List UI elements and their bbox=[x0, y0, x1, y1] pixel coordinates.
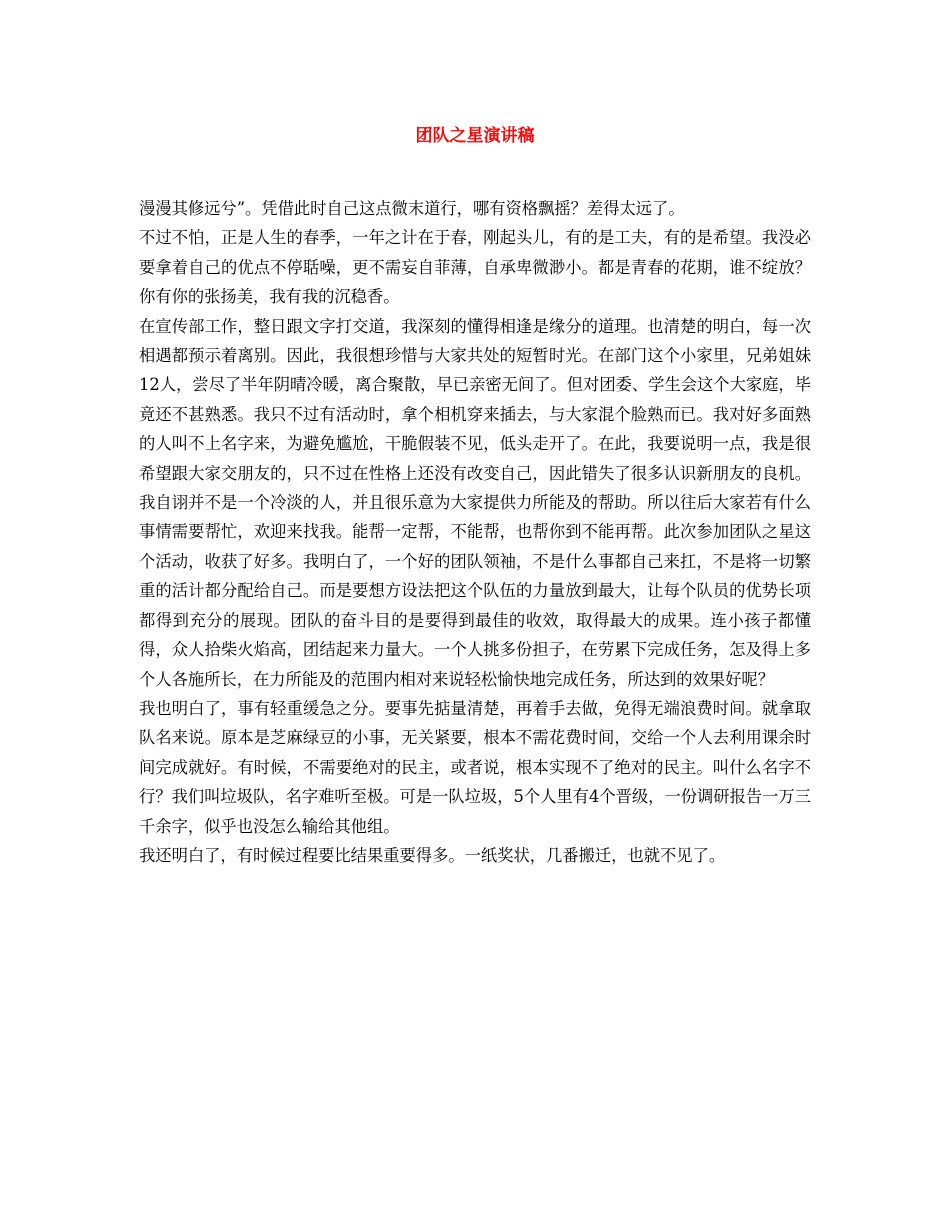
paragraph: 我也明白了，事有轻重缓急之分。要事先掂量清楚，再着手去做，免得无端浪费时间。就拿取队名来说。原本是芝麻绿豆的小事，无关紧要，根本不需花费时间，交给一个人去利用课余时间完成就好。有时候，不需要绝对的民主，或者说，根本实现不了绝对的民主。叫什么名字不行？我们叫垃圾队，名字难听至极。可是一队垃圾，5个人里有4个晋级，一份调研报告一万三千余字，似乎也没怎么输给其他组。 bbox=[139, 698, 811, 836]
paragraph: 我还明白了，有时候过程要比结果重要得多。一纸奖状，几番搬迁，也就不见了。 bbox=[139, 845, 726, 865]
paragraph: 不过不怕，正是人生的春季，一年之计在于春，刚起头儿，有的是工夫，有的是希望。我没必要拿着自己的优点不停聒噪，更不需妄自菲薄，自承卑微渺小。都是青春的花期，谁不绽放？你有你的张扬美，我有我的沉稳香。 bbox=[139, 228, 811, 307]
document-body bbox=[139, 194, 811, 870]
document-title: 团队之星演讲稿 bbox=[415, 126, 535, 146]
paragraph: 漫漫其修远兮”。凭借此时自己这点微末道行，哪有资格飘摇？差得太远了。 bbox=[139, 199, 685, 218]
paragraph: 在宣传部工作，整日跟文字打交道，我深刻的懂得相逢是缘分的道理。也清楚的明白，每一次相遇都预示着离别。因此，我很想珍惜与大家共处的短暂时光。在部门这个小家里，兄弟姐妹12人，尝尽了半年阴晴冷暖，离合聚散，早已亲密无间了。但对团委、学生会这个大家庭，毕竟还不甚熟悉。我只不过有活动时，拿个相机穿来插去，与大家混个脸熟而已。我对好多面熟的人叫不上名字来，为避免尴尬，干脆假装不见，低头走开了。在此，我要说明一点，我是很希望跟大家交朋友的，只不过在性格上还没有改变自己，因此错失了很多认识新朋友的良机。我自诩并不是一个冷淡的人，并且很乐意为大家提供力所能及的帮助。所以往后大家若有什么事情需要帮忙，欢迎来找我。能帮一定帮，不能帮，也帮你到不能再帮。此次参加团队之星这个活动，收获了好多。我明白了，一个好的团队领袖，不是什么事都自己来扛，不是将一切繁重的活计都分配给自己。而是要想方设法把这个队伍的力量放到最大，让每个队员的优势长项都得到充分的展现。团队的奋斗目的是要得到最佳的收效，取得最大的成果。连小孩子都懂得，众人拾柴火焰高，团结起来力量大。一个人挑多份担子，在劳累下完成任务，怎及得上多个人各施所长，在力所能及的范围内相对来说轻松愉快地完成任务，所达到的效果好呢？ bbox=[139, 316, 811, 689]
